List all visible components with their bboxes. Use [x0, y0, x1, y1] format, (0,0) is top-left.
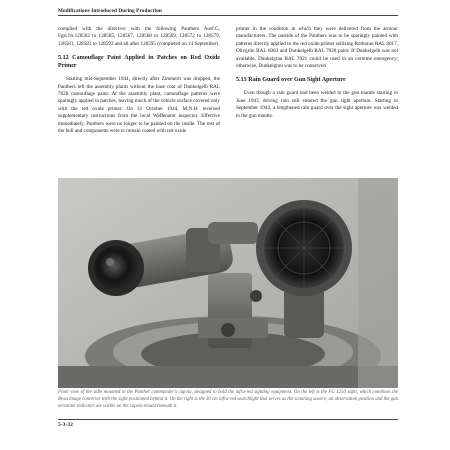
left-column — [58, 26, 220, 174]
body-paragraph: primer in the condition in which they were delivered from the armour manufacturers. The outside of the Panthers was to be sparingly painted with patterns directly applied to the red oxide primer utilizing Rotbraun RAL 8017, Olivgrün RAL 6003 and Dunkelgelb RAL 7028 paint. If Dunkelgelb was not available, Dunkelgrau RAL 7021 could be used in an extreme emergency; otherwise, Dunkelgrau was to be conserved. — [236, 26, 398, 70]
body-paragraph: Starting mid-September 1944, directly after Zimmerit was dropped, the Panthers left the assembly plants without the base coat of Dunkelgelb RAL 7028 camouflage paint. At the assembly plant, camouflage patterns were sparingly applied in patches, leaving much of the vehicle surface covered only with the red oxide primer. On 31 October 1944, M.N.H. received supplementary instructions from the local Waffenamt inspector. Effective immediately, Panthers were no longer to be painted on the inside. The rest of the hull and components were to remain coated with red oxide — [58, 76, 220, 135]
photograph-infrared-sight — [58, 178, 398, 388]
photo-caption: Front view of the sidle mounted in the Panther commander's cupola, designed to hold the infra-red sighting equipment. On the left is the FG 1250 sight, which combines the Biwa image converter with the sight positioned behind it. On the right is the 30 cm infra-red searchlight that serves as the scanning source; an observation position and the gun elevation indicator are visible on the cupola mount beneath it. — [58, 390, 398, 409]
footer-rule — [58, 419, 398, 420]
section-heading-5-13: 5.13 Rain Guard over Gun Sight Aperture — [236, 77, 346, 84]
document-page — [58, 8, 398, 442]
text-columns — [58, 26, 398, 174]
section-heading-5-12: 5.12 Camouflage Paint Applied in Patches on Red Oxide Primer — [58, 55, 220, 70]
running-title: Modifications Introduced During Production — [58, 8, 398, 16]
right-column — [236, 26, 398, 174]
body-paragraph: Even though a rain guard had been welded to the gun mantle starting in June 1943, driving rain still entered the gun sight aperture. Starting in September 1944, a lengthened rain guard over the sight aperture was welded to the gun mantle. — [236, 90, 398, 119]
body-paragraph: complied with the directive with the following Panthers Ausf.G, Fgst.Nr.128562 to 128565, 128567, 128568 to 128569, 128572 to 128579, 128581, 128583 to 128593 and all after 128595 (completed on 14 September). — [58, 26, 220, 47]
page-number: 5-3-32 — [58, 422, 73, 428]
